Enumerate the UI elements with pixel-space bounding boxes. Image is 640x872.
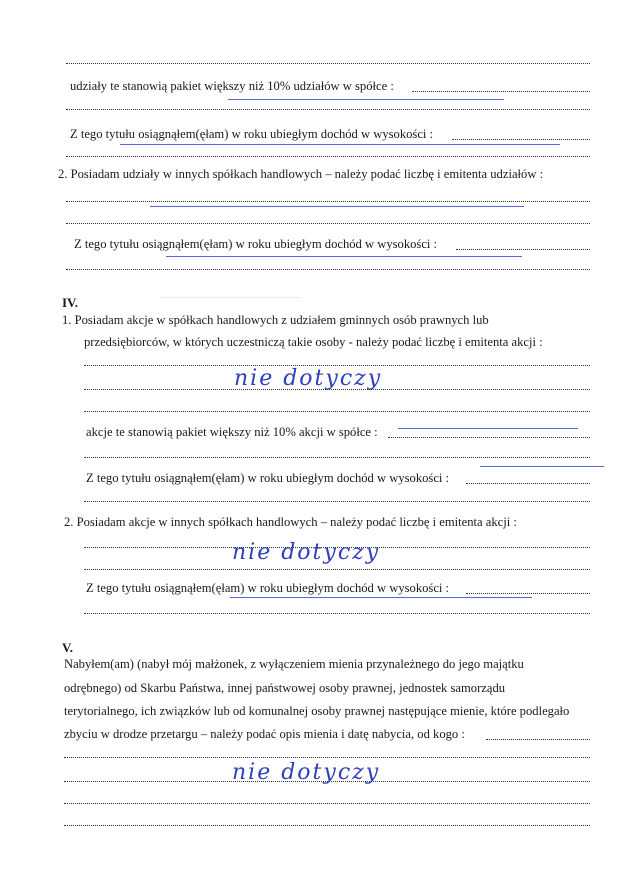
income-label: Z tego tytułu osiągnąłem(ęłam) w roku ubiegłym dochód w wysokości : [86, 581, 450, 595]
dotted-line [66, 155, 590, 157]
income-label: Z tego tytułu osiągnąłem(ęłam) w roku ubiegłym dochód w wysokości : [70, 127, 434, 141]
dotted-line [64, 756, 590, 758]
dotted-line [466, 482, 590, 484]
pen-stroke [230, 597, 532, 599]
section-iv-heading: IV. [62, 295, 79, 310]
item-2-label: 2. Posiadam udziały w innych spółkach handlowych – należy podać liczbę i emitenta udziałów : [58, 167, 544, 181]
section-v-line-3: terytorialnego, ich związków lub od komunalnej osoby prawnej następujące mienie, które podlegało [64, 704, 570, 718]
dotted-line [84, 568, 590, 570]
dotted-line [452, 138, 590, 140]
dotted-line [66, 222, 590, 224]
item-2-label: 2. Posiadam akcje w innych spółkach handlowych – należy podać liczbę i emitenta akcji : [64, 515, 517, 529]
section-v-line-4: zbyciu w drodze przetargu – należy podać opis mienia i datę nabycia, od kogo : [64, 727, 465, 741]
section-v-heading: V. [62, 640, 73, 655]
handwritten-not-applicable: nie dotyczy [234, 366, 383, 391]
dotted-line [456, 248, 590, 250]
dotted-line [466, 592, 590, 594]
pen-stroke [166, 256, 522, 258]
dotted-line [64, 824, 590, 826]
dotted-line [64, 780, 590, 782]
bleed-through: ────────────────────── [160, 292, 301, 302]
dotted-line [84, 410, 590, 412]
item-1-line-2: przedsiębiorców, w których uczestniczą takie osoby - należy podać liczbę i emitenta akcji : [84, 335, 543, 349]
dotted-line [66, 108, 590, 110]
dotted-line [388, 436, 590, 438]
section-v-line-2: odrębnego) od Skarbu Państwa, innej państwowej osoby prawnej, jednostek samorządu [64, 681, 506, 695]
pen-stroke [398, 428, 578, 430]
pen-stroke [480, 466, 604, 468]
pen-stroke [228, 99, 504, 101]
dotted-line [66, 62, 590, 64]
dotted-line [64, 802, 590, 804]
handwritten-not-applicable: nie dotyczy [232, 760, 381, 785]
pen-stroke [120, 144, 560, 146]
dotted-line [412, 90, 590, 92]
dotted-line [84, 500, 590, 502]
income-label: Z tego tytułu osiągnąłem(ęłam) w roku ubiegłym dochód w wysokości : [86, 471, 450, 485]
pen-stroke [150, 206, 524, 208]
dotted-line [84, 388, 590, 390]
share-over-10-label: udziały te stanowią pakiet większy niż 10% udziałów w spółce : [70, 79, 394, 93]
dotted-line [66, 200, 590, 202]
item-1-line-1: 1. Posiadam akcje w spółkach handlowych z udziałem gminnych osób prawnych lub [62, 313, 489, 327]
share-over-10-label: akcje te stanowią pakiet większy niż 10% akcji w spółce : [86, 425, 378, 439]
dotted-line [66, 268, 590, 270]
dotted-line [84, 456, 590, 458]
section-v-line-1: Nabyłem(am) (nabył mój małżonek, z wyłączeniem mienia przynależnego do jego majątku [64, 657, 524, 671]
dotted-line [486, 738, 590, 740]
handwritten-not-applicable: nie dotyczy [232, 540, 381, 565]
dotted-line [84, 612, 590, 614]
income-label: Z tego tytułu osiągnąłem(ęłam) w roku ubiegłym dochód w wysokości : [74, 237, 438, 251]
